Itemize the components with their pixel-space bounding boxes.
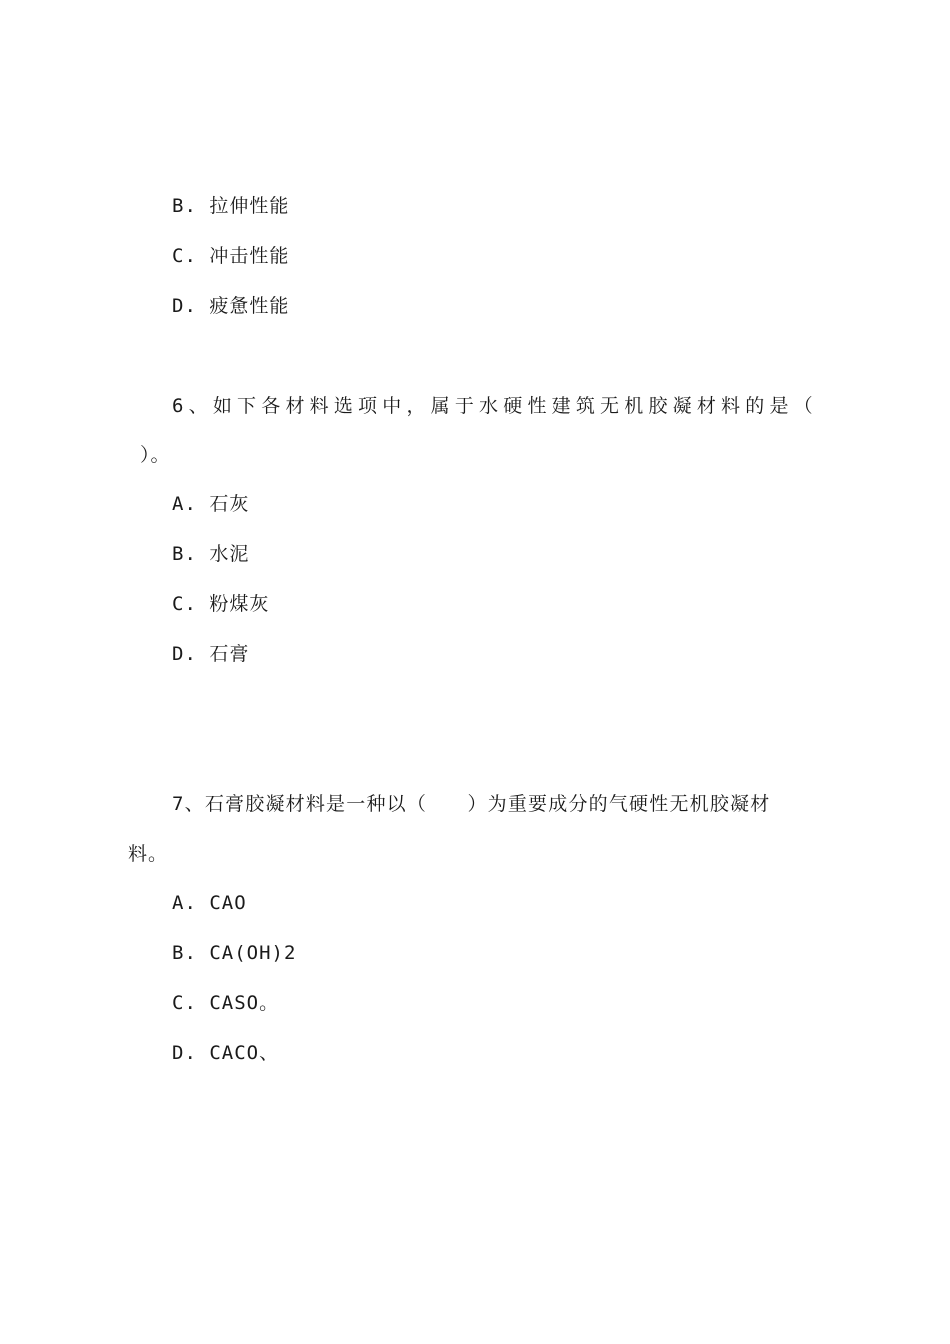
q5-option-d: D. 疲惫性能 [172, 295, 290, 317]
q5-option-b: B. 拉伸性能 [172, 195, 290, 217]
q6-option-c: C. 粉煤灰 [172, 593, 270, 615]
q5-option-c: C. 冲击性能 [172, 245, 290, 267]
q7-option-b: B. CA(OH)2 [172, 942, 297, 964]
q7-question-line2: 料。 [128, 843, 169, 865]
q7-option-d: D. CACO、 [172, 1042, 280, 1064]
q6-question-line2: ）。 [140, 444, 171, 466]
q6-question-line1: 6、如下各材料选项中，属于水硬性建筑无机胶凝材料的是（ [172, 395, 818, 417]
q6-option-d: D. 石膏 [172, 643, 250, 665]
q6-option-a: A. 石灰 [172, 493, 250, 515]
q7-option-c: C. CASO。 [172, 992, 280, 1014]
q6-option-b: B. 水泥 [172, 543, 250, 565]
q7-option-a: A. CAO [172, 892, 247, 914]
q7-question-line1: 7、石膏胶凝材料是一种以（ ）为重要成分的气硬性无机胶凝材 [172, 793, 771, 815]
